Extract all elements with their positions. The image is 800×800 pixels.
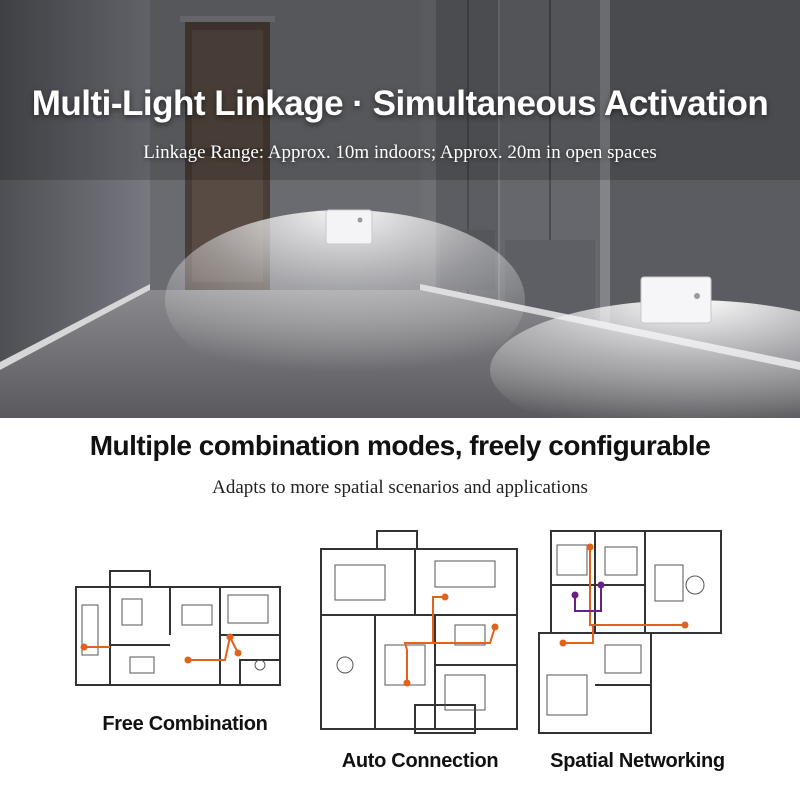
mode-label-free-combination: Free Combination [102,713,268,735]
floor-plan-auto-connection [315,525,525,740]
mode-label-spatial-networking: Spatial Networking [550,750,725,772]
section-title: Multiple combination modes, freely configurable [89,430,711,461]
section-subtitle: Adapts to more spatial scenarios and applications [212,477,588,498]
floor-plan-spatial-networking [535,525,730,740]
floor-plan-free-combination [70,565,300,695]
mode-label-auto-connection: Auto Connection [341,750,499,772]
hero-title: Multi-Light Linkage · Simultaneous Activation [31,84,769,123]
hero-subtitle: Linkage Range: Approx. 10m indoors; Approx. 20m in open spaces [143,142,657,163]
